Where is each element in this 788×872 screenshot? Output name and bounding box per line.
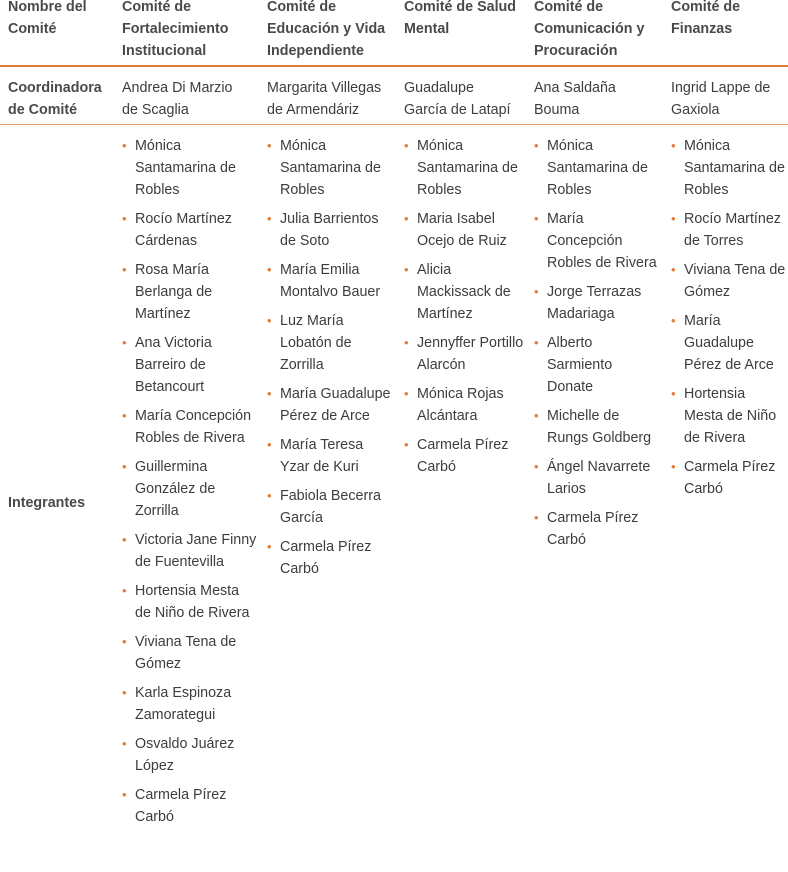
member-item: • Rocío Martínez Cárdenas [122,208,257,252]
member-item: • Ana Victoria Barreiro de Betancourt [122,332,257,398]
member-item: • Jennyffer Portillo Alarcón [404,332,528,376]
header-educacion: Comité de Educación y Vida Independiente [267,0,386,59]
member-item: • María Concepción Robles de Rivera [534,208,659,274]
member-item: • Viviana Tena de Gómez [671,259,786,303]
member-item: • Carmela Pírez Carbó [534,507,659,551]
members-salud-mental [404,135,528,485]
coordinator-fortalecimiento: Andrea Di Marzio de Scaglia [122,80,233,118]
coordinator-finanzas: Ingrid Lappe de Gaxiola [671,80,771,118]
member-item: • Mónica Santamarina de Robles [404,135,528,201]
member-item: • Maria Isabel Ocejo de Ruiz [404,208,528,252]
member-item: • Ángel Navarrete Larios [534,456,659,500]
row-label-members: Integrantes [8,495,86,511]
member-item: • Mónica Santamarina de Robles [267,135,395,201]
members-comunicacion [534,135,659,558]
row-label-coordinator: Coordinadora de Comité [8,80,102,118]
member-item: • Viviana Tena de Gómez [122,631,257,675]
member-item: • Mónica Santamarina de Robles [534,135,659,201]
members-finanzas [671,135,786,507]
member-item: • Rosa María Berlanga de Martínez [122,259,257,325]
members-fortalecimiento [122,135,257,835]
header-fortalecimiento: Comité de Fortalecimiento Institucional [122,0,229,59]
member-item: • Julia Barrientos de Soto [267,208,395,252]
header-finanzas: Comité de Finanzas [671,0,741,37]
member-item: • Osvaldo Juárez López [122,733,257,777]
member-item: • Rocío Martínez de Torres [671,208,786,252]
header-salud-mental: Comité de Salud Mental [404,0,517,37]
member-item: • Mónica Santamarina de Robles [671,135,786,201]
member-item: • Jorge Terrazas Madariaga [534,281,659,325]
coordinator-comunicacion: Ana Saldaña Bouma [534,80,616,118]
member-item: • Karla Espinoza Zamorategui [122,682,257,726]
member-item: • María Guadalupe Pérez de Arce [267,383,395,427]
members-educacion [267,135,395,587]
member-item: • Alicia Mackissack de Martínez [404,259,528,325]
coordinator-salud-mental: Guadalupe García de Latapí [404,80,511,118]
member-item: • María Teresa Yzar de Kuri [267,434,395,478]
member-item: • Victoria Jane Finny de Fuentevilla [122,529,257,573]
member-item: • Luz María Lobatón de Zorrilla [267,310,395,376]
member-item: • María Emilia Montalvo Bauer [267,259,395,303]
member-item: • Hortensia Mesta de Niño de Rivera [671,383,786,449]
member-item: • Mónica Santamarina de Robles [122,135,257,201]
member-item: • Carmela Pírez Carbó [122,784,257,828]
member-item: • Carmela Pírez Carbó [267,536,395,580]
member-item: • Alberto Sarmiento Donate [534,332,659,398]
member-item: • Carmela Pírez Carbó [404,434,528,478]
member-item: • Hortensia Mesta de Niño de Rivera [122,580,257,624]
header-divider [0,65,788,67]
header-committee-name: Nombre del Comité [8,0,87,37]
member-item: • Carmela Pírez Carbó [671,456,786,500]
coordinator-educacion: Margarita Villegas de Armendáriz [267,80,382,118]
member-item: • María Concepción Robles de Rivera [122,405,257,449]
row-divider [0,124,788,125]
member-item: • Guillermina González de Zorrilla [122,456,257,522]
member-item: • Mónica Rojas Alcántara [404,383,528,427]
member-item: • Michelle de Rungs Goldberg [534,405,659,449]
member-item: • María Guadalupe Pérez de Arce [671,310,786,376]
header-comunicacion: Comité de Comunicación y Procuración [534,0,645,59]
member-item: • Fabiola Becerra García [267,485,395,529]
